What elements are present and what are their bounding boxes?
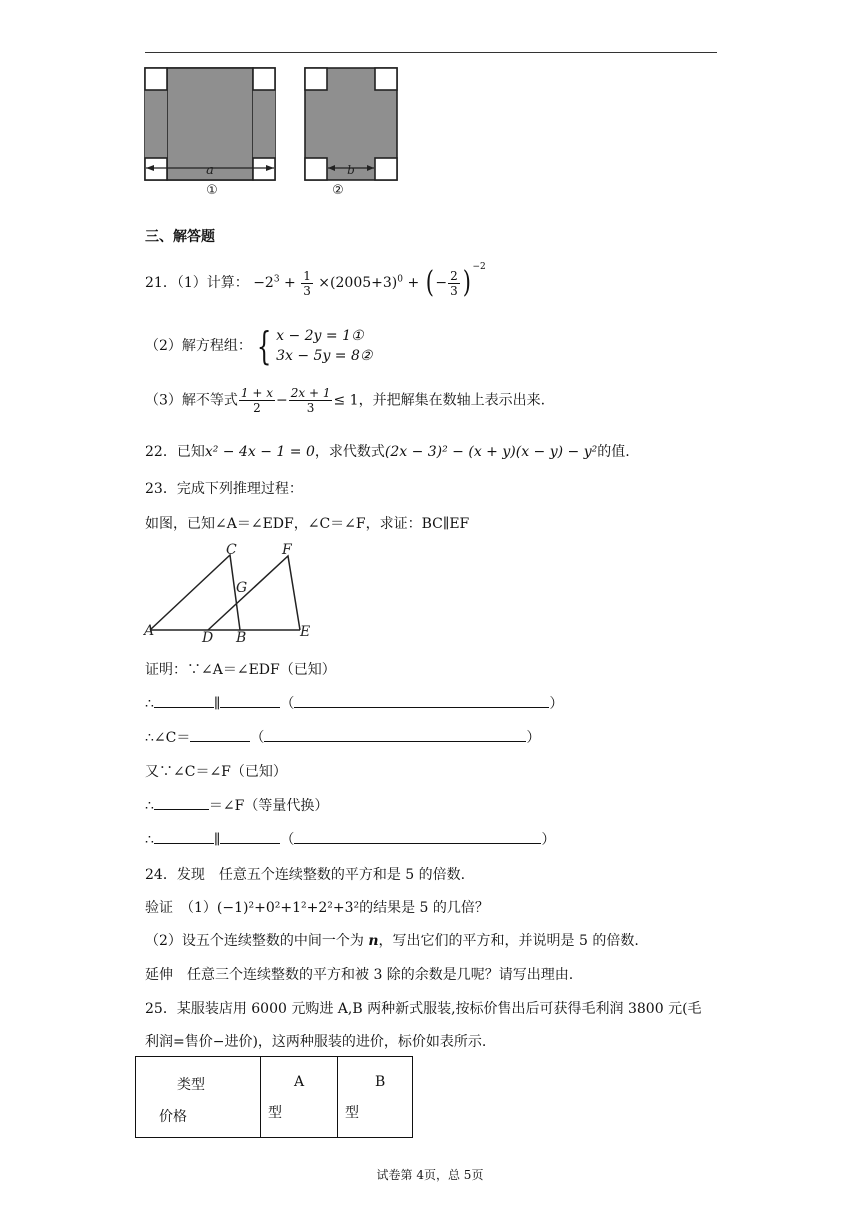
q21-p1-paren: 2005+3 (335, 275, 392, 291)
q21-p1-term1: −2 (253, 275, 274, 291)
proof-line4: 又∵∠C＝∠F（已知） (145, 764, 287, 780)
q25-line2: 利润=售价−进价)，这两种服装的进价，标价如表所示. (145, 1034, 487, 1050)
q21-p1-outer-exp: −2 (472, 262, 486, 272)
label-C: C (226, 542, 237, 558)
blank-input[interactable] (220, 831, 280, 844)
figures-1-2 (140, 62, 410, 202)
blank-input[interactable] (154, 797, 209, 810)
table-cell-a: A 型 (261, 1057, 338, 1138)
q24-line2: 验证 （1）(−1)²+0²+1²+2²+3²的结果是 5 的几倍？ (145, 900, 489, 916)
q22-expression: (2x − 3)² − (x + y)(x − y) − y² (384, 444, 598, 460)
section-heading: 三、解答题 (145, 229, 215, 245)
q21-p1-paren-exp: 0 (397, 274, 403, 285)
q25-line1: 25．某服装店用 6000 元购进 A,B 两种新式服装,按标价售出后可获得毛利润 3800 元(毛 (145, 1001, 702, 1017)
q21-p3-suffix: ≤ 1，并把解集在数轴上表示出来. (333, 392, 546, 409)
fig1-dim-label: a (206, 163, 214, 178)
q21-p3-fraction2: $\frac{2x + 1}{3}$ (290, 386, 331, 415)
q24-line4: 延伸 任意三个连续整数的平方和被 3 除的余数是几呢？请写出理由. (145, 967, 574, 983)
blank-reason[interactable] (294, 695, 549, 708)
blank-reason[interactable] (294, 831, 541, 844)
q21-part3 (145, 386, 545, 415)
q21-p2-eq1: x − 2y = 1① (276, 328, 364, 344)
q21-p1-term1-exp: 3 (273, 274, 280, 285)
q22-middle: ，求代数式 (314, 444, 385, 460)
q22-prefix: 22．已知 (145, 444, 205, 460)
q21-p1-plus2: + (407, 275, 420, 291)
fig2-dim-label: b (347, 163, 355, 177)
q21-p2-eq2: 3x − 5y = 8② (276, 348, 373, 364)
proof-line2: ∴ ∥ （ ） (145, 696, 564, 712)
q21-p3-minus: − (276, 392, 288, 409)
q24-line3: （2）设五个连续整数的中间一个为 n，写出它们的平方和，并说明是 5 的倍数. (145, 933, 639, 949)
q21-p3-fraction1: $\frac{1 + x}{2}$ (240, 386, 274, 415)
q21-p3-prefix: （3）解不等式 (145, 392, 238, 409)
q24-line1: 24．发现 任意五个连续整数的平方和是 5 的倍数. (145, 867, 466, 883)
q23-line1: 23．完成下列推理过程： (145, 481, 303, 497)
proof-line1: 证明：∵∠A＝∠EDF（已知） (145, 662, 336, 678)
q21-p1-plus: + (284, 275, 296, 291)
q21-part2: （2）解方程组： { x − 2y = 1① 3x − 5y = 8② (145, 324, 373, 368)
label-B: B (236, 630, 247, 645)
blank-reason[interactable] (264, 729, 526, 742)
q22-suffix: 的值. (597, 444, 630, 460)
proof-line3: ∴∠C＝ （ ） (145, 730, 541, 746)
q21-p1-fraction: $\frac{1}{3}$ (303, 268, 311, 298)
proof-line6: ∴ ∥ （ ） (145, 832, 556, 848)
price-table (135, 1056, 413, 1138)
label-F: F (282, 542, 292, 558)
blank-input[interactable] (220, 695, 280, 708)
q21-p1-neg: − (435, 275, 448, 291)
page-footer: 试卷第 4页，总 5页 (376, 1168, 484, 1182)
q21-part1: 21．（1）计算： $-2^3$ + $\frac{1}{3}$ $\times(2005+3)^0$ + ( − $\frac{2}{3}$ ) $^{-2}$ (145, 262, 486, 300)
blank-input[interactable] (154, 831, 214, 844)
label-A: A (144, 623, 155, 639)
table-cell-b: B 型 (338, 1057, 413, 1138)
fig1-caption: ① (206, 183, 218, 198)
triangle-figure (140, 540, 320, 645)
q21-p1-fraction2: $\frac{2}{3}$ (450, 268, 458, 298)
label-G: G (236, 580, 248, 596)
q21-p1-prefix: 21．（1）计算： (145, 275, 249, 291)
blank-input[interactable] (190, 729, 250, 742)
proof-line5: ∴ ＝∠F（等量代换） (145, 798, 329, 814)
table-header-cell: 类型 价格 (136, 1057, 261, 1138)
q21-p1-times: × (318, 275, 331, 291)
header-rule (145, 52, 717, 53)
fig2-caption: ② (332, 183, 344, 198)
blank-input[interactable] (154, 695, 214, 708)
q22 (145, 441, 630, 461)
label-D: D (202, 630, 214, 645)
q23-line2: 如图，已知∠A＝∠EDF，∠C＝∠F，求证：BC∥EF (145, 516, 470, 532)
label-E: E (300, 624, 311, 640)
q21-p2-prefix: （2）解方程组： (145, 338, 252, 354)
q22-equation: x² − 4x − 1 = 0 (204, 444, 315, 460)
